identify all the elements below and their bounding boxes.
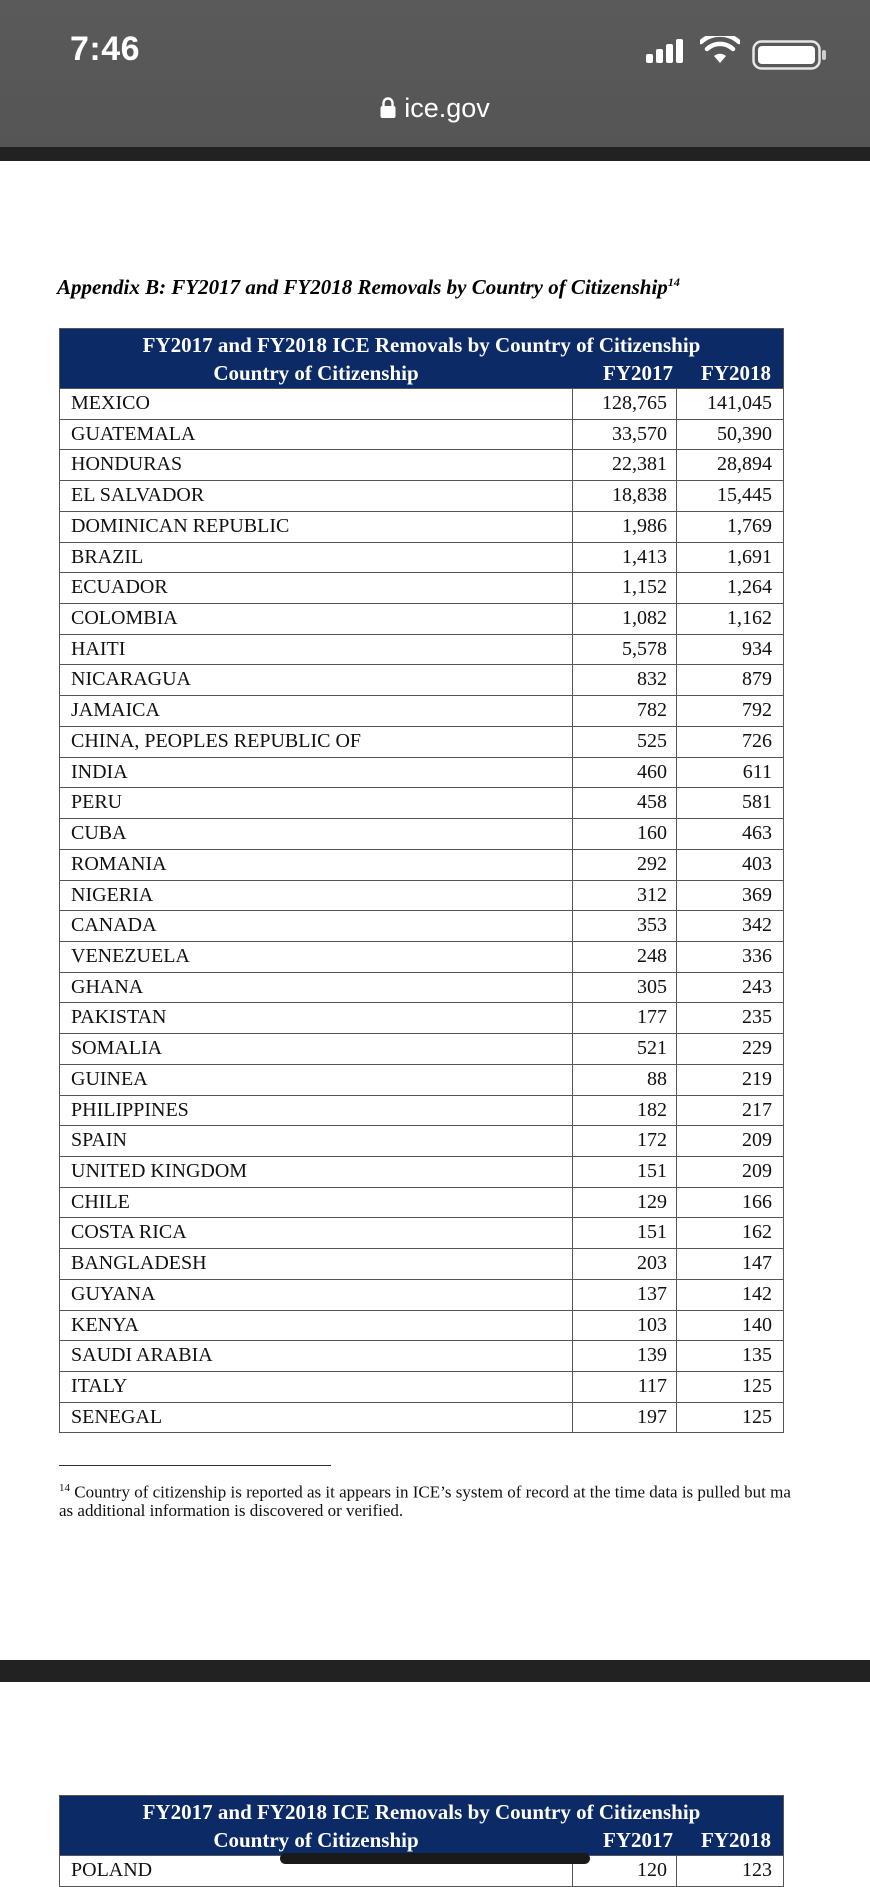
cell-fy2018: 1,162	[676, 604, 783, 634]
cell-fy2017: 103	[572, 1311, 676, 1341]
column-header-row	[60, 359, 783, 388]
cell-fy2018: 611	[676, 758, 783, 788]
cell-country: BRAZIL	[71, 545, 144, 568]
cell-country: GUINEA	[71, 1067, 148, 1090]
cell-country: CUBA	[71, 822, 127, 845]
cell-fy2018: 28,894	[676, 450, 783, 480]
table-row	[60, 449, 783, 480]
cell-country: PERU	[71, 791, 123, 814]
battery-icon	[752, 40, 830, 70]
cell-fy2018: 342	[676, 911, 783, 941]
cell-country: EL SALVADOR	[71, 484, 205, 507]
cell-country: SENEGAL	[71, 1405, 163, 1428]
table-row	[60, 1248, 783, 1279]
cell-fy2017: 353	[572, 911, 676, 941]
cell-country: COSTA RICA	[71, 1221, 187, 1244]
cell-fy2018: 879	[676, 665, 783, 695]
cell-fy2018: 403	[676, 850, 783, 880]
cell-country: GUYANA	[71, 1282, 156, 1305]
cell-fy2017: 120	[572, 1856, 676, 1886]
cell-country: CANADA	[71, 914, 157, 937]
cell-fy2018: 209	[676, 1126, 783, 1156]
table-row	[60, 1279, 783, 1310]
cell-fy2018: 125	[676, 1372, 783, 1402]
cell-fy2018: 463	[676, 819, 783, 849]
column-header-country: Country of Citizenship	[213, 1828, 419, 1852]
cell-country: GUATEMALA	[71, 422, 196, 445]
cell-country: GHANA	[71, 975, 144, 998]
cell-country: UNITED KINGDOM	[71, 1159, 248, 1182]
cell-fy2017: 137	[572, 1280, 676, 1310]
cell-country: COLOMBIA	[71, 607, 178, 630]
appendix-title: Appendix B: FY2017 and FY2018 Removals by Country of Citizenship$^{14}$	[57, 275, 680, 299]
table-row	[60, 603, 783, 634]
table-row	[60, 1217, 783, 1248]
cell-country: POLAND	[71, 1859, 153, 1881]
cell-country: INDIA	[71, 760, 128, 783]
cell-fy2017: 160	[572, 819, 676, 849]
cell-fy2018: 229	[676, 1034, 783, 1064]
table-row	[60, 910, 783, 941]
cell-fy2018: 1,691	[676, 543, 783, 573]
cell-fy2017: 1,082	[572, 604, 676, 634]
cell-fy2017: 117	[572, 1372, 676, 1402]
table-row	[60, 1033, 783, 1064]
cell-country: MEXICO	[71, 392, 150, 414]
cell-fy2018: 166	[676, 1188, 783, 1218]
cell-country: PAKISTAN	[71, 1006, 167, 1029]
table-row	[60, 388, 783, 419]
table-row	[60, 511, 783, 542]
cell-fy2018: 209	[676, 1157, 783, 1187]
cell-fy2017: 151	[572, 1157, 676, 1187]
table-row	[60, 757, 783, 788]
cell-country: DOMINICAN REPUBLIC	[71, 514, 290, 537]
cell-fy2017: 129	[572, 1188, 676, 1218]
table-caption: FY2017 and FY2018 ICE Removals by Country of Citizenship	[142, 333, 701, 357]
removals-table-continued	[59, 1795, 784, 1887]
browser-chrome	[0, 0, 870, 147]
table-row	[60, 542, 783, 573]
cell-fy2017: 312	[572, 881, 676, 911]
cell-country: HAITI	[71, 637, 126, 660]
column-header-fy2018: FY2018	[701, 361, 771, 385]
cell-fy2017: 1,986	[572, 512, 676, 542]
cell-fy2017: 460	[572, 758, 676, 788]
cell-fy2017: 5,578	[572, 635, 676, 665]
cell-fy2017: 1,413	[572, 543, 676, 573]
cell-fy2018: 235	[676, 1003, 783, 1033]
cell-fy2018: 50,390	[676, 420, 783, 450]
table-row	[60, 880, 783, 911]
footnote	[59, 1479, 870, 1520]
table-row	[60, 419, 783, 450]
cell-fy2017: 458	[572, 788, 676, 818]
cell-fy2017: 22,381	[572, 450, 676, 480]
table-body	[60, 388, 783, 1432]
cell-fy2018: 141,045	[676, 389, 783, 419]
footnote-number: 14	[59, 1482, 70, 1494]
wifi-icon	[700, 36, 740, 66]
table-row	[60, 818, 783, 849]
cell-fy2018: 217	[676, 1096, 783, 1126]
table-row	[60, 480, 783, 511]
cell-fy2018: 125	[676, 1403, 783, 1433]
table-row	[60, 1064, 783, 1095]
cell-fy2018: 934	[676, 635, 783, 665]
cell-country: BANGLADESH	[71, 1252, 207, 1275]
cell-country: SPAIN	[71, 1129, 127, 1152]
cell-country: HONDURAS	[71, 453, 183, 476]
cell-fy2017: 172	[572, 1126, 676, 1156]
url-text: ice.gov	[404, 93, 490, 123]
table-row	[60, 1095, 783, 1126]
chrome-divider	[0, 147, 870, 161]
cell-fy2017: 525	[572, 727, 676, 757]
cell-country: ITALY	[71, 1375, 128, 1397]
cell-fy2018: 219	[676, 1065, 783, 1095]
table-row	[60, 572, 783, 603]
cell-country: ROMANIA	[71, 852, 167, 875]
cell-fy2018: 726	[676, 727, 783, 757]
cell-fy2018: 1,264	[676, 573, 783, 603]
cell-country: NIGERIA	[71, 883, 154, 906]
cell-fy2017: 521	[572, 1034, 676, 1064]
cell-fy2018: 147	[676, 1249, 783, 1279]
cell-fy2018: 15,445	[676, 481, 783, 511]
cell-fy2018: 336	[676, 942, 783, 972]
cell-fy2017: 177	[572, 1003, 676, 1033]
status-time: 7:46	[70, 30, 141, 68]
cell-fy2018: 140	[676, 1311, 783, 1341]
cell-fy2018: 792	[676, 696, 783, 726]
cell-fy2017: 832	[572, 665, 676, 695]
cell-fy2017: 203	[572, 1249, 676, 1279]
cellular-signal-icon	[644, 36, 688, 66]
table-row	[60, 1125, 783, 1156]
cell-country: NICARAGUA	[71, 668, 191, 691]
column-header-fy2017: FY2017	[603, 1828, 673, 1852]
column-header-fy2018: FY2018	[701, 1828, 771, 1852]
cell-country: CHINA, PEOPLES REPUBLIC OF	[71, 729, 362, 752]
cell-fy2018: 135	[676, 1341, 783, 1371]
footnote-reference: 14	[667, 275, 680, 289]
table-header	[60, 329, 783, 388]
table-row	[60, 726, 783, 757]
cell-fy2017: 182	[572, 1096, 676, 1126]
cell-country: KENYA	[71, 1313, 139, 1336]
cell-fy2017: 88	[572, 1065, 676, 1095]
table-row	[60, 1156, 783, 1187]
cell-country: JAMAICA	[71, 699, 160, 722]
cell-fy2017: 305	[572, 973, 676, 1003]
cell-fy2018: 581	[676, 788, 783, 818]
cell-country: CHILE	[71, 1190, 130, 1213]
address-bar[interactable]	[0, 93, 870, 124]
cell-country: SAUDI ARABIA	[71, 1344, 213, 1367]
cell-fy2017: 197	[572, 1403, 676, 1433]
column-header-country: Country of Citizenship	[213, 361, 419, 385]
table-row	[60, 664, 783, 695]
table-row	[60, 972, 783, 1003]
cell-country: VENEZUELA	[71, 944, 190, 967]
table-row	[60, 1402, 783, 1433]
table-caption: FY2017 and FY2018 ICE Removals by Country of Citizenship	[142, 1800, 701, 1824]
table-row	[60, 634, 783, 665]
cell-fy2017: 248	[572, 942, 676, 972]
table-row	[60, 1002, 783, 1033]
table-header	[60, 1796, 783, 1855]
cell-fy2017: 1,152	[572, 573, 676, 603]
column-header-row	[60, 1826, 783, 1855]
cell-country: SOMALIA	[71, 1037, 163, 1060]
cell-country: ECUADOR	[71, 576, 168, 599]
table-row	[60, 941, 783, 972]
lock-icon	[380, 97, 396, 119]
table-row	[60, 1340, 783, 1371]
cell-fy2018: 142	[676, 1280, 783, 1310]
cell-fy2018: 1,769	[676, 512, 783, 542]
cell-fy2017: 292	[572, 850, 676, 880]
page-separator	[0, 1660, 870, 1682]
home-indicator[interactable]	[280, 1853, 590, 1864]
footnote-text: Country of citizenship is reported as it appears in ICE’s system of record at the time data is pulled but ma as additional information is discovered or verified.	[59, 1482, 791, 1520]
table-row	[60, 1371, 783, 1402]
footnote-divider	[59, 1465, 331, 1466]
cell-fy2018: 123	[676, 1856, 783, 1886]
table-row	[60, 1310, 783, 1341]
cell-fy2018: 369	[676, 881, 783, 911]
table-row	[60, 787, 783, 818]
cell-fy2017: 151	[572, 1218, 676, 1248]
removals-table	[59, 328, 784, 1433]
cell-fy2018: 243	[676, 973, 783, 1003]
column-header-fy2017: FY2017	[603, 361, 673, 385]
cell-fy2017: 128,765	[572, 389, 676, 419]
table-row	[60, 1187, 783, 1218]
cell-fy2018: 162	[676, 1218, 783, 1248]
cell-country: PHILIPPINES	[71, 1098, 189, 1121]
cell-fy2017: 139	[572, 1341, 676, 1371]
cell-fy2017: 18,838	[572, 481, 676, 511]
table-row	[60, 695, 783, 726]
cell-fy2017: 33,570	[572, 420, 676, 450]
table-row	[60, 849, 783, 880]
cell-fy2017: 782	[572, 696, 676, 726]
